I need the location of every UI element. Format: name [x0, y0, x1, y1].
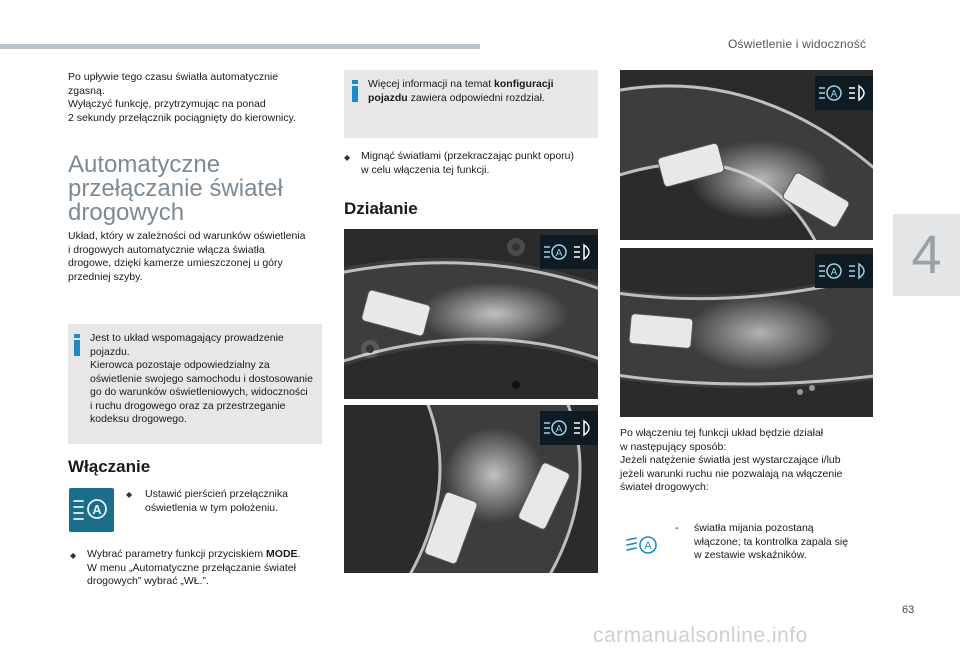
mode-button-label: MODE [266, 548, 298, 560]
illustration-lit-area [620, 248, 873, 417]
info-config-text: Więcej informacji na temat konfiguracji pojazdu zawiera odpowiedni rozdział. [368, 78, 554, 104]
operation-text: Po włączeniu tej funkcji układ będzie działał w następujący sposób: Jeżeli natężenie światła jest wystarczające i/lub jeżeli warunki ruchu nie pozwalają na włączenie świateł drogowych: [620, 427, 843, 493]
info-icon [74, 334, 80, 356]
step-flash-lights: Mignąć światłami (przekraczając punkt oporu) w celu włączenia tej funkcji. [361, 150, 574, 176]
svg-text:A: A [830, 267, 838, 278]
section-title: Oświetlenie i widoczność [728, 37, 867, 51]
auto-high-beam-icon [69, 488, 114, 532]
step-select-mode: Wybrać parametry funkcji przyciskiem MODE. W menu „Automatyczne przełączanie świateł drogowych” wybrać „WŁ.”. [87, 548, 301, 587]
bullet-icon: ◆ [126, 490, 133, 499]
svg-text:A: A [830, 89, 838, 100]
instrument-cluster-indicator [815, 254, 873, 288]
instrument-cluster-indicator [815, 76, 873, 110]
section-heading-operation: Działanie [344, 199, 418, 218]
bullet-icon: ◆ [344, 153, 351, 162]
header-rule [0, 44, 480, 49]
main-heading: Automatyczne przełączanie świateł drogowych [68, 151, 283, 226]
info-box-text: Jest to układ wspomagający prowadzenie pojazdu. Kierowca pozostaje odpowiedzialny za oświetlenie swojego samochodu i dostosowanie go do warunków oświetleniowych, widoczności i ruchu drogowego oraz za przestrzeganie kodeksu drogowego. [90, 332, 313, 425]
svg-text:A: A [555, 248, 563, 259]
illustration-following-vehicle [620, 70, 873, 240]
step-set-ring: Ustawić pierścień przełącznika oświetlenia w tym położeniu. [145, 488, 288, 514]
dipped-beam-text: światła mijania pozostaną włączone; ta kontrolka zapala się w zestawie wskaźników. [694, 522, 849, 561]
instrument-cluster-indicator [540, 411, 598, 445]
info-box-configuration [344, 70, 598, 138]
svg-text:A: A [92, 502, 102, 517]
bullet-icon: ◆ [70, 551, 77, 560]
svg-text:A: A [644, 540, 652, 552]
instrument-cluster-indicator [540, 235, 598, 269]
watermark: carmanualsonline.info [593, 624, 808, 647]
dipped-beam-auto-icon [623, 533, 663, 557]
info-icon [352, 80, 358, 102]
dash-bullet: - [675, 522, 679, 534]
svg-text:A: A [555, 424, 563, 435]
description-text: Układ, który w zależności od warunków oświetlenia i drogowych automatycznie włącza światła drogowe, dzięki kamerze umieszczonej u góry przedniej szyby. [68, 230, 306, 283]
page-number: 63 [902, 604, 915, 616]
illustration-oncoming-traffic [344, 229, 598, 399]
info-box-driver-responsibility [68, 324, 322, 444]
illustration-oncoming-vehicle [344, 405, 598, 573]
section-heading-switching-on: Włączanie [68, 457, 151, 476]
intro-text: Po upływie tego czasu światła automatycznie zgasną. Wyłączyć funkcję, przytrzymując na ponad 2 sekundy przełącznik pociągnięty do kierownicy. [68, 71, 297, 124]
chapter-number: 4 [911, 225, 942, 285]
